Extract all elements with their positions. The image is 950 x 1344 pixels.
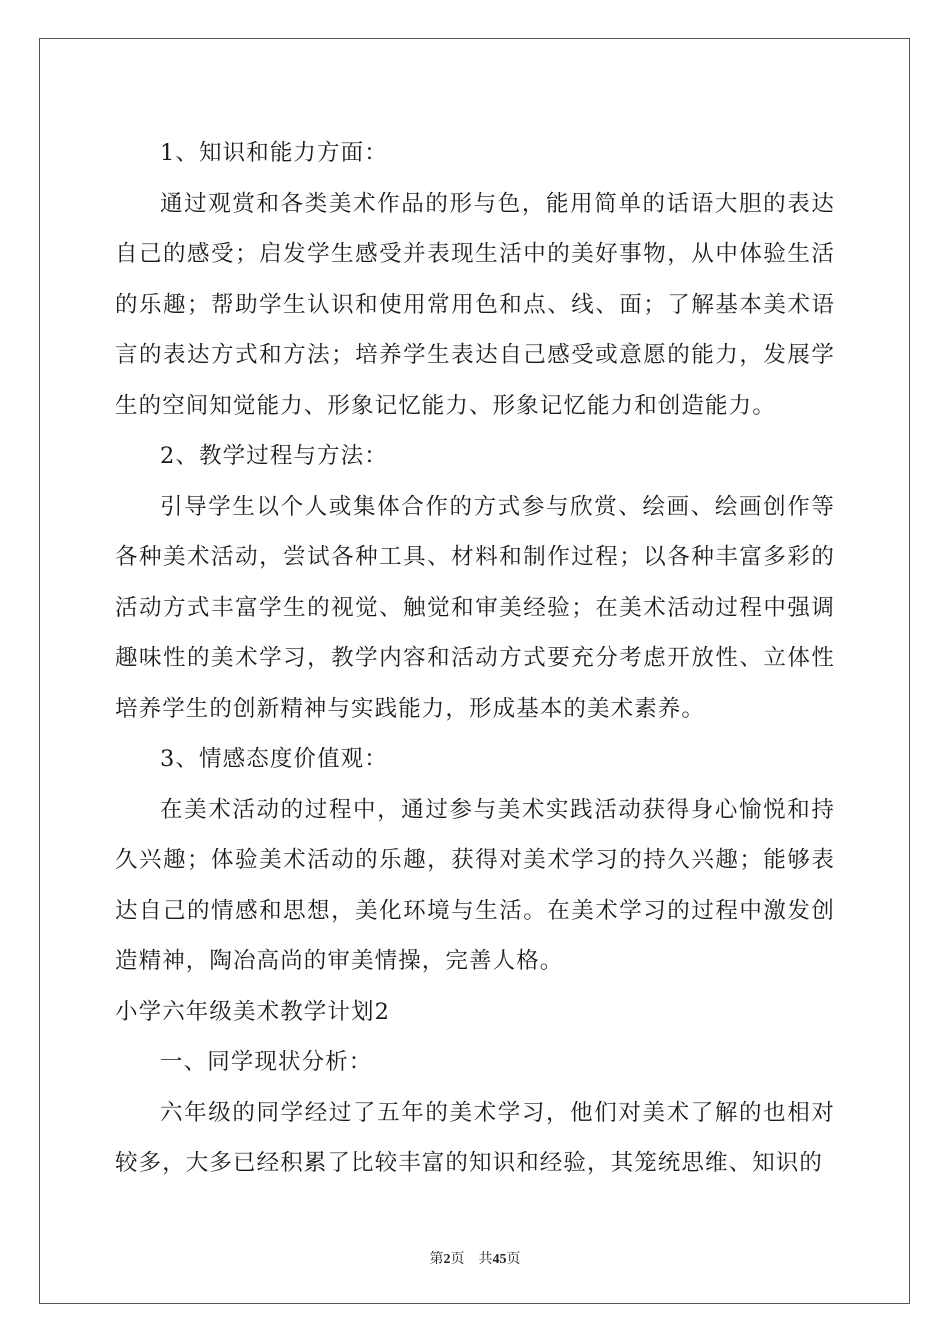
paragraph-2: 引导学生以个人或集体合作的方式参与欣赏、绘画、绘画创作等各种美术活动，尝试各种工具、材料和制作过程；以各种丰富多彩的活动方式丰富学生的视觉、触觉和审美经验；在美术活动过程中强调趣味性的美术学习，教学内容和活动方式要充分考虑开放性、立体性培养学生的创新精神与实践能力，形成基本的美术素养。: [115, 493, 835, 722]
paragraph-4: 六年级的同学经过了五年的美术学习，他们对美术了解的也相对较多，大多已经积累了比较丰富的知识和经验，其笼统思维、知识的: [115, 1099, 835, 1176]
paragraph-3: 在美术活动的过程中，通过参与美术实践活动获得身心愉悦和持久兴趣；体验美术活动的乐趣，获得对美术学习的持久兴趣；能够表达自己的情感和思想，美化环境与生活。在美术学习的过程中激发创造精神，陶冶高尚的审美情操，完善人格。: [115, 796, 835, 974]
paragraph-1: 通过观赏和各类美术作品的形与色，能用简单的话语大胆的表达自己的感受；启发学生感受并表现生活中的美好事物，从中体验生活的乐趣；帮助学生认识和使用常用色和点、线、面；了解基本美术语言的表达方式和方法；培养学生表达自己感受或意愿的能力，发展学生的空间知觉能力、形象记忆能力、形象记忆能力和创造能力。: [115, 190, 835, 419]
paragraph-heading-1: 1、知识和能力方面：: [160, 140, 388, 166]
footer-mid: 页 共: [450, 1251, 493, 1267]
section-title: 小学六年级美术教学计划2: [115, 998, 391, 1025]
paragraph-heading-4: 一、同学现状分析：: [160, 1049, 373, 1075]
paragraph-heading-3: 3、情感态度价值观：: [160, 746, 388, 772]
document-body: [115, 128, 835, 1189]
footer-prefix: 第: [429, 1251, 444, 1267]
footer-current-page: 2: [443, 1252, 451, 1267]
paragraph-heading-2: 2、教学过程与方法：: [160, 443, 388, 469]
page-footer: [0, 1248, 950, 1268]
footer-total-pages: 45: [492, 1252, 507, 1267]
footer-suffix: 页: [506, 1251, 521, 1267]
